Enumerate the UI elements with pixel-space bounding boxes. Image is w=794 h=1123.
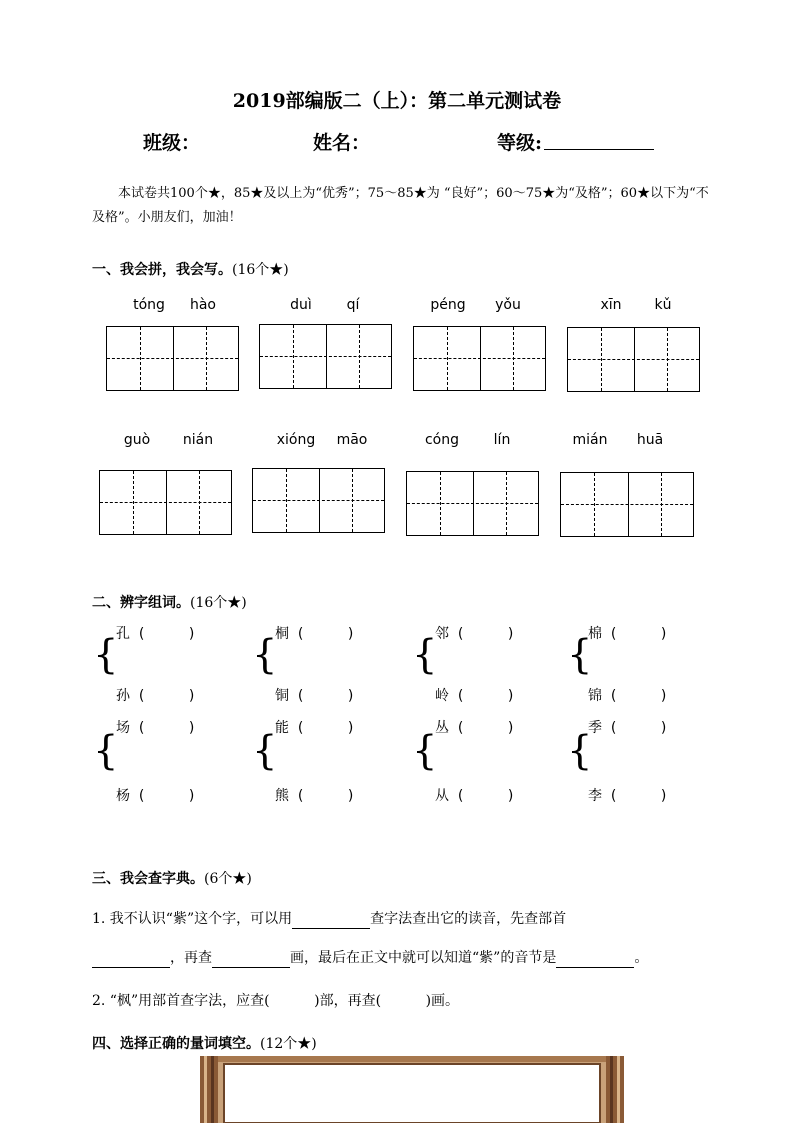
- answer-blank[interactable]: [92, 951, 170, 968]
- brace-icon: {: [412, 632, 438, 678]
- word-item: 杨 ( ): [116, 788, 195, 804]
- answer-blank[interactable]: [556, 951, 634, 968]
- pinyin: péng: [430, 297, 466, 313]
- brace-icon: {: [252, 632, 278, 678]
- section3-heading: [92, 868, 252, 888]
- brace-icon: {: [93, 728, 119, 774]
- pinyin: cóng: [424, 432, 460, 448]
- scroll-banner-image: [200, 1056, 624, 1123]
- pinyin: guò: [123, 432, 151, 448]
- intro-text: 本试卷共100个★，85★及以上为“优秀”；75～85★为 “良好”；60～75★为“及格”；60★以下为“不及格”。小朋友们，加油！: [92, 186, 709, 225]
- word-item: 李 ( ): [588, 788, 667, 804]
- pinyin: xīn: [600, 297, 622, 313]
- section3-title: 三、我会查字典。: [92, 871, 204, 887]
- pinyin: kǔ: [654, 297, 672, 313]
- section2-title: 二、辨字组词。: [92, 595, 190, 611]
- word-item: 从 ( ): [435, 788, 514, 804]
- writing-grid[interactable]: [259, 324, 392, 389]
- pinyin: nián: [182, 432, 214, 448]
- grade-label: 等级:: [497, 132, 543, 154]
- name-label: 姓名：: [313, 132, 371, 154]
- word-item: 铜 ( ): [275, 688, 354, 704]
- pinyin: duì: [290, 297, 312, 313]
- brace-icon: {: [567, 632, 593, 678]
- word-item: 丛 ( ): [435, 720, 514, 736]
- writing-grid[interactable]: [406, 471, 539, 536]
- word-item: 邻 ( ): [435, 626, 514, 642]
- question-2: 2. “枫”用部首查字法，应查( )部，再查( )画。: [92, 993, 460, 1009]
- brace-icon: {: [567, 728, 593, 774]
- writing-grid[interactable]: [560, 472, 694, 537]
- pinyin: māo: [336, 432, 368, 448]
- pinyin: lín: [493, 432, 511, 448]
- writing-grid[interactable]: [567, 327, 700, 392]
- writing-grid[interactable]: [252, 468, 385, 533]
- pinyin: yǒu: [495, 297, 521, 313]
- word-item: 孙 ( ): [116, 688, 195, 704]
- pinyin: hào: [189, 297, 217, 313]
- section1-score: (16个★): [232, 262, 289, 278]
- writing-grid[interactable]: [106, 326, 239, 391]
- writing-grid[interactable]: [413, 326, 546, 391]
- answer-blank[interactable]: [212, 951, 290, 968]
- section4-title: 四、选择正确的量词填空。: [92, 1036, 260, 1052]
- answer-blank[interactable]: [292, 912, 370, 929]
- pinyin: xióng: [276, 432, 316, 448]
- pinyin: qí: [346, 297, 360, 313]
- pinyin: tóng: [133, 297, 165, 313]
- class-label: 班级：: [143, 132, 201, 154]
- word-item: 棉 ( ): [588, 626, 667, 642]
- section1-title: 一、我会拼，我会写。: [92, 262, 232, 278]
- section4-heading: [92, 1033, 317, 1053]
- brace-icon: {: [252, 728, 278, 774]
- word-item: 季 ( ): [588, 720, 667, 736]
- word-item: 锦 ( ): [588, 688, 667, 704]
- writing-grid[interactable]: [99, 470, 232, 535]
- word-item: 桐 ( ): [275, 626, 354, 642]
- page-title: 2019部编版二（上）：第二单元测试卷: [232, 90, 562, 112]
- word-item: 能 ( ): [275, 720, 354, 736]
- section2-score: (16个★): [190, 595, 247, 611]
- grade-blank[interactable]: [544, 149, 654, 150]
- pinyin: mián: [572, 432, 608, 448]
- word-item: 孔 ( ): [116, 626, 195, 642]
- section3-score: (6个★): [204, 871, 252, 887]
- word-item: 熊 ( ): [275, 788, 354, 804]
- pinyin: huā: [636, 432, 664, 448]
- section2-heading: [92, 592, 247, 612]
- word-item: 岭 ( ): [435, 688, 514, 704]
- section4-score: (12个★): [260, 1036, 317, 1052]
- word-item: 场 ( ): [116, 720, 195, 736]
- question-1-line2: ，再查 画，最后在正文中就可以知道“紫”的音节是 。: [92, 948, 712, 968]
- question-1-line1: 1. 我不认识“紫”这个字，可以用 查字法查出它的读音，先查部首: [92, 911, 567, 927]
- brace-icon: {: [412, 728, 438, 774]
- brace-icon: {: [93, 632, 119, 678]
- section1-heading: [92, 259, 289, 279]
